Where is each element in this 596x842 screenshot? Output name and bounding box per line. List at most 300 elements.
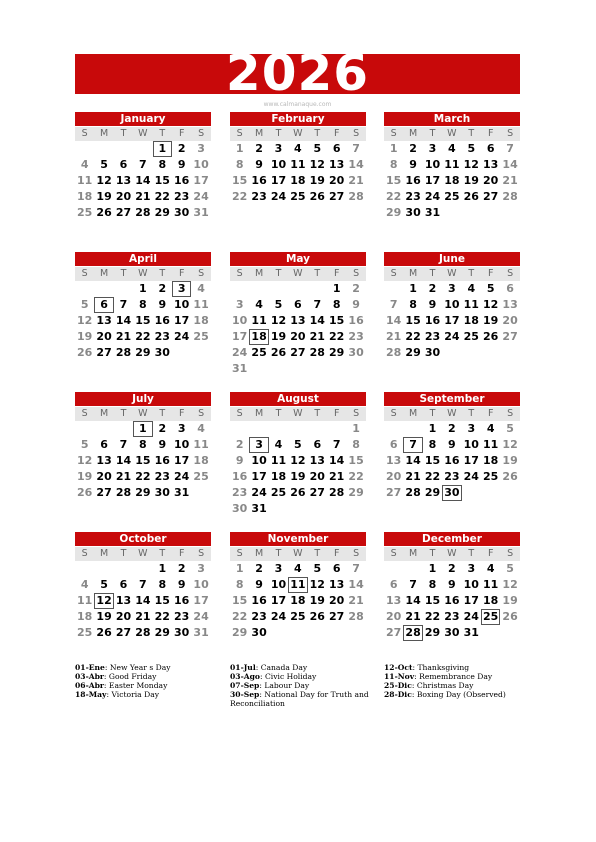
week-row [75,281,211,297]
day-cell: 6 [313,438,322,451]
day-cell: 24 [251,486,267,499]
holiday-item: 07-Sep: Labour Day [230,681,310,690]
weekday-label: S [236,408,243,419]
website-label: www.calmanaque.com [263,101,332,108]
week-row [384,469,520,485]
day-cell: 9 [448,438,456,451]
week-row [384,593,520,609]
day-cell: 8 [428,578,437,591]
day-cell: 4 [80,578,89,591]
week-row [75,345,211,361]
holiday-date: 18-May [75,690,107,699]
weekday-header [230,267,366,281]
weekday-label: S [390,408,397,419]
day-cell: 15 [424,454,441,467]
day-cell: 19 [77,470,93,483]
day-cell: 6 [119,158,128,171]
weekday-label: S [198,408,205,419]
day-cell: 22 [135,470,151,483]
day-cell: 5 [100,158,108,171]
holiday-date: 01-Jul [230,663,256,672]
day-cell: 13 [502,298,518,311]
day-cell: 22 [135,330,151,343]
day-cell: 15 [405,314,421,327]
day-cell: 4 [197,422,205,435]
day-cell: 14 [405,594,421,607]
weekday-label: F [487,268,494,279]
day-cell: 30 [348,346,364,359]
day-cell: 19 [290,470,306,483]
day-cell: 14 [348,158,364,171]
day-cell: 8 [389,158,398,171]
holiday-date: 06-Abr [75,681,104,690]
day-cell: 2 [428,282,437,295]
weekday-label: S [390,268,397,279]
week-row [230,593,366,609]
day-cell: 4 [80,158,89,171]
week-row [75,189,211,205]
day-cell: 12 [309,158,325,171]
day-cell: 1 [389,142,398,155]
weekday-label: M [254,408,264,419]
day-cell: 5 [80,438,89,451]
holiday-date: 11-Nov [384,672,415,681]
day-cell: 17 [193,174,209,187]
week-row [75,577,211,593]
day-cell: 2 [448,562,456,575]
day-cell: 28 [115,486,132,499]
day-cell: 17 [232,330,248,343]
day-cell: 30 [424,346,441,359]
day-cell: 6 [294,298,302,311]
day-cell: 2 [409,142,417,155]
week-row [230,361,366,377]
weekday-label: S [507,128,514,139]
day-cell: 16 [174,594,190,607]
day-cell: 15 [135,314,151,327]
day-cell: 8 [139,298,147,311]
day-cell: 26 [309,190,325,203]
day-cell: 17 [463,594,479,607]
day-cell: 26 [290,486,306,499]
day-cell: 20 [502,314,518,327]
holiday-label: New Year s Day [109,663,171,672]
day-cell: 12 [290,454,306,467]
day-cell: 1 [428,422,437,435]
day-cell: 27 [386,486,402,499]
day-cell: 19 [502,454,518,467]
day-cell: 11 [463,298,479,311]
day-cell: 16 [405,174,421,187]
weekday-label: M [99,128,109,139]
day-cell: 1 [153,141,172,157]
day-cell: 13 [329,158,345,171]
day-cell: 17 [193,594,209,607]
day-cell: 8 [428,438,437,451]
weekday-label: W [138,548,148,559]
day-cell: 31 [424,206,441,219]
day-cell: 4 [274,438,283,451]
day-cell: 22 [424,470,441,483]
day-cell: 4 [294,142,302,155]
day-cell: 24 [232,346,248,359]
week-row [230,469,366,485]
day-cell: 26 [96,626,112,639]
day-cell: 6 [119,578,128,591]
day-cell: 15 [232,174,248,187]
weekday-label: T [314,268,321,279]
weekday-label: S [198,268,205,279]
day-cell: 31 [193,626,209,639]
day-cell: 22 [329,330,345,343]
day-cell: 2 [448,422,456,435]
day-cell: 17 [270,174,287,187]
day-cell: 3 [274,142,283,155]
day-cell: 5 [506,562,514,575]
weekday-label: T [159,408,166,419]
day-cell: 5 [100,578,108,591]
day-cell: 27 [115,206,132,219]
day-cell: 25 [77,626,93,639]
day-cell: 13 [386,454,402,467]
day-cell: 1 [409,282,417,295]
day-cell: 13 [483,158,499,171]
week-row [230,189,366,205]
day-cell: 4 [294,562,302,575]
weekday-label: S [390,128,397,139]
holiday-item: 30-Sep: National Day for Truth and Reconciliation [230,690,369,708]
weekday-label: S [236,268,243,279]
day-cell: 11 [193,298,209,311]
day-cell: 19 [502,594,518,607]
day-cell: 26 [502,470,518,483]
day-cell: 30 [174,206,190,219]
week-row [230,485,366,501]
day-cell: 1 [133,421,152,437]
day-cell: 22 [232,190,248,203]
month-february [230,112,366,205]
day-cell: 13 [115,174,132,187]
weekday-label: T [314,408,321,419]
weekday-label: T [429,268,436,279]
day-cell: 14 [502,158,518,171]
week-row [230,625,366,641]
day-cell: 17 [444,314,460,327]
day-cell: 4 [448,142,456,155]
day-cell: 20 [329,174,345,187]
month-december [384,532,520,641]
weekday-label: F [178,548,185,559]
weekday-label: F [487,408,494,419]
day-cell: 26 [77,346,93,359]
weekday-label: M [254,548,264,559]
day-cell: 2 [177,562,186,575]
day-cell: 11 [77,594,93,607]
day-cell: 19 [309,594,325,607]
day-cell: 30 [251,626,267,639]
weekday-label: S [353,548,360,559]
holiday-date: 28-Dic [384,690,412,699]
weekday-label: S [507,548,514,559]
month-name: July [75,392,211,406]
day-cell: 18 [290,174,306,187]
day-cell: 13 [386,594,402,607]
weekday-header [384,407,520,421]
day-cell: 6 [506,282,514,295]
day-cell: 12 [94,593,113,609]
week-row [75,593,211,609]
weekday-header [384,267,520,281]
day-cell: 1 [428,562,437,575]
day-cell: 9 [177,158,186,171]
day-cell: 8 [158,578,167,591]
day-cell: 10 [270,158,287,171]
week-row [384,173,520,189]
month-september [384,392,520,501]
day-cell: 13 [309,454,325,467]
day-cell: 28 [329,486,345,499]
day-cell: 9 [255,158,263,171]
day-cell: 28 [135,626,151,639]
month-august [230,392,366,517]
day-cell: 20 [386,610,402,623]
day-cell: 6 [389,438,398,451]
day-cell: 28 [348,610,364,623]
day-cell: 17 [251,470,267,483]
day-cell: 29 [348,486,364,499]
week-row [384,437,520,453]
day-cell: 7 [139,158,147,171]
day-cell: 10 [270,578,287,591]
day-cell: 19 [309,174,325,187]
holiday-date: 03-Abr [75,672,104,681]
day-cell: 8 [235,158,244,171]
day-cell: 22 [154,610,170,623]
week-row [75,173,211,189]
day-cell: 28 [403,625,422,641]
week-row [230,157,366,173]
week-row [384,297,520,313]
weekday-label: T [275,268,282,279]
day-cell: 27 [309,486,325,499]
day-cell: 29 [424,486,441,499]
day-cell: 6 [94,297,113,313]
weekday-label: T [159,548,166,559]
weekday-label: S [81,128,88,139]
day-cell: 13 [329,578,345,591]
day-cell: 30 [154,486,170,499]
weekday-label: T [275,548,282,559]
day-cell: 9 [158,298,167,311]
weekday-header [75,407,211,421]
day-cell: 11 [270,454,287,467]
month-name: September [384,392,520,406]
day-cell: 7 [403,437,422,453]
month-name: June [384,252,520,266]
day-cell: 27 [115,626,132,639]
day-cell: 24 [424,190,441,203]
weekday-label: W [138,268,148,279]
day-cell: 7 [139,578,147,591]
day-cell: 21 [386,330,402,343]
day-cell: 27 [329,610,345,623]
week-row [384,189,520,205]
day-cell: 30 [154,346,170,359]
day-cell: 12 [463,158,479,171]
day-cell: 6 [332,562,341,575]
holiday-item: 01-Ene: New Year s Day [75,663,171,672]
week-row [384,561,520,577]
week-row [384,421,520,437]
week-row [75,485,211,501]
holiday-item: 25-Dic: Christmas Day [384,681,474,690]
day-cell: 25 [444,190,460,203]
day-cell: 29 [154,206,170,219]
day-cell: 29 [386,206,402,219]
week-row [230,173,366,189]
day-cell: 4 [486,422,495,435]
day-cell: 29 [135,346,151,359]
week-row [75,329,211,345]
day-cell: 19 [483,314,499,327]
day-cell: 5 [486,282,495,295]
week-row [230,329,366,345]
day-cell: 23 [251,190,267,203]
day-cell: 18 [249,329,268,345]
week-row [230,437,366,453]
month-april [75,252,211,361]
day-cell: 25 [481,609,500,625]
weekday-label: T [120,548,127,559]
day-cell: 29 [154,626,170,639]
day-cell: 21 [405,470,421,483]
day-cell: 11 [251,314,267,327]
day-cell: 26 [502,610,518,623]
holiday-label: National Day for Truth and Reconciliation [230,690,369,708]
holiday-date: 25-Dic [384,681,412,690]
day-cell: 6 [100,438,108,451]
holiday-date: 30-Sep [230,690,260,699]
week-row [384,453,520,469]
day-cell: 3 [428,142,437,155]
holiday-label: Boxing Day (Observed) [416,690,506,699]
day-cell: 19 [96,610,112,623]
day-cell: 15 [154,174,170,187]
day-cell: 21 [135,190,151,203]
month-name: October [75,532,211,546]
day-cell: 9 [177,578,186,591]
day-cell: 26 [463,190,479,203]
day-cell: 10 [251,454,267,467]
day-cell: 4 [197,282,205,295]
week-row [384,313,520,329]
day-cell: 25 [251,346,267,359]
weekday-label: W [138,128,148,139]
holiday-item: 03-Abr: Good Friday [75,672,157,681]
weekday-label: M [408,128,418,139]
weekday-label: T [120,408,127,419]
holiday-item: 11-Nov: Remembrance Day [384,672,493,681]
day-cell: 14 [115,454,132,467]
week-row [384,329,520,345]
week-row [230,345,366,361]
holiday-label: Good Friday [108,672,157,681]
day-cell: 14 [348,578,364,591]
day-cell: 23 [405,190,421,203]
holiday-label: Easter Monday [108,681,168,690]
day-cell: 30 [442,485,461,501]
day-cell: 3 [197,562,205,575]
day-cell: 24 [444,330,460,343]
day-cell: 26 [270,346,287,359]
day-cell: 21 [115,470,132,483]
day-cell: 20 [329,594,345,607]
day-cell: 14 [135,174,151,187]
day-cell: 7 [332,438,341,451]
day-cell: 18 [483,454,499,467]
weekday-label: S [81,268,88,279]
day-cell: 10 [174,298,190,311]
month-march [384,112,520,221]
day-cell: 29 [405,346,421,359]
day-cell: 7 [352,562,360,575]
day-cell: 11 [290,158,306,171]
day-cell: 25 [193,330,209,343]
day-cell: 11 [77,174,93,187]
week-row [230,281,366,297]
week-row [384,205,520,221]
weekday-header [230,407,366,421]
day-cell: 16 [251,174,267,187]
weekday-label: T [314,548,321,559]
day-cell: 24 [270,610,287,623]
week-row [75,453,211,469]
holiday-item: 01-Jul: Canada Day [230,663,308,672]
day-cell: 9 [409,158,417,171]
weekday-header [75,127,211,141]
day-cell: 23 [444,470,460,483]
weekday-label: M [408,548,418,559]
day-cell: 18 [483,594,499,607]
day-cell: 31 [463,626,479,639]
day-cell: 6 [332,142,341,155]
week-row [384,141,520,157]
day-cell: 22 [232,610,248,623]
holiday-item: 12-Oct: Thanksgiving [384,663,470,672]
day-cell: 8 [235,578,244,591]
day-cell: 7 [409,578,417,591]
day-cell: 8 [409,298,417,311]
day-cell: 10 [193,578,209,591]
week-row [75,421,211,437]
day-cell: 11 [288,577,307,593]
month-november [230,532,366,641]
weekday-label: T [275,408,282,419]
day-cell: 16 [444,594,460,607]
day-cell: 15 [232,594,248,607]
day-cell: 29 [135,486,151,499]
day-cell: 24 [193,190,209,203]
month-july [75,392,211,501]
weekday-label: W [447,268,457,279]
weekday-header [230,127,366,141]
day-cell: 3 [448,282,456,295]
holiday-item: 06-Abr: Easter Monday [75,681,168,690]
day-cell: 25 [77,206,93,219]
day-cell: 1 [158,562,167,575]
month-october [75,532,211,641]
day-cell: 6 [486,142,495,155]
